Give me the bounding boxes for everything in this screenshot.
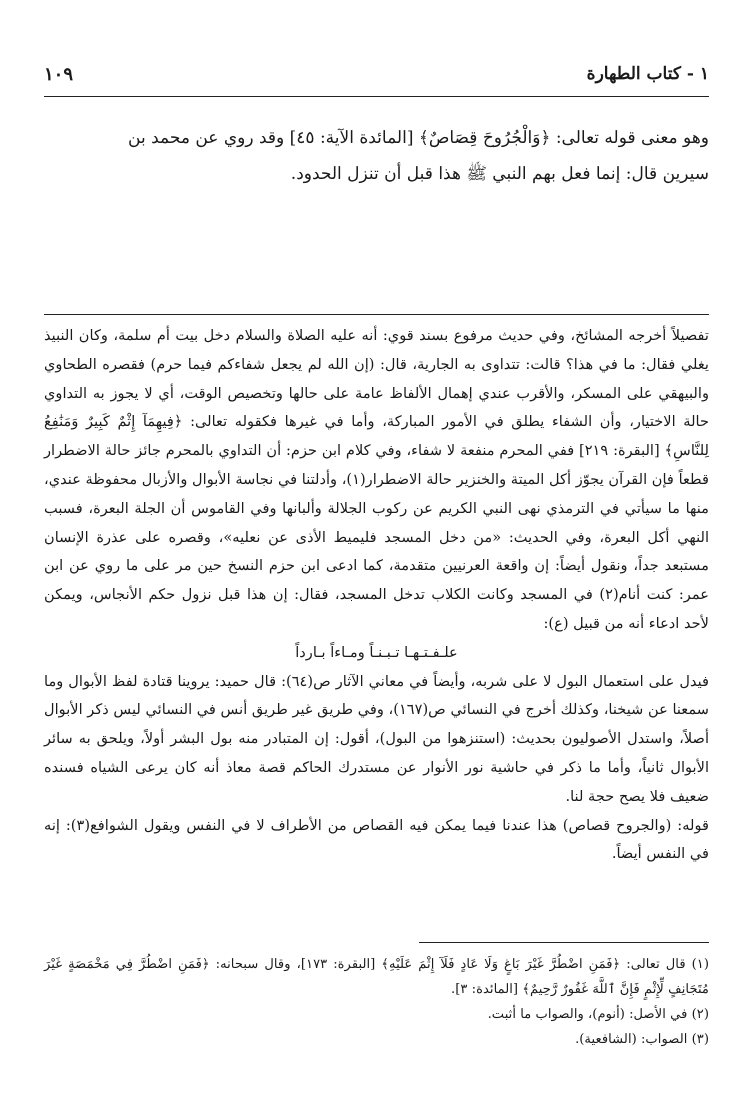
poem-verse: علـفـتـهـا تـبـنـاً ومـاءاً بـارداً [295,643,458,661]
footnote: (٢) في الأصل: (أنوم)، والصواب ما أثبت. [487,1007,709,1022]
footnote: (٣) الصواب: (الشافعية). [575,1032,709,1047]
commentary-paragraph: تفصيلاً أخرجه المشائخ، وفي حديث مرفوع بسند قوي: أنه عليه الصلاة والسلام دخل بيت أم سلمة، وكان النبيذ يغلي فقال: ما في هذا؟ قالت: تتداوى به الجارية، قال: (إن الله لم يجعل شفاءكم فيما حرم) فقصره الطحاوي والبيهقي على المسكر، والأقرب عندي إهمال الألفاظ عامة على حالها وتخصيص الوقت، أي لا يجوز به التداوي حالة الاختيار، وأن الشفاء يطلق في الأمور المباركة، وأما في غيرها فكقوله تعالى: ﴿فِيهِمَآ إِثْمٌ كَبِيرٌ وَمَنَٰفِعُ لِلنَّاسِ﴾ [البقرة: ٢١٩] ففي المحرم منفعة لا شفاء، وفي كلام ابن حزم: أن التداوي بالمحرم جائز حالة الاضطرار قطعاً فإن القرآن يجوّز أكل الميتة والخنزير حالة الاضطرار(١)، وأدلتنا في نجاسة الأبوال والأزبال محفوظة عندي، منها ما سيأتي في الترمذي نهى النبي الكريم عن ركوب الجلالة وألبانها وفي القاموس أن الجلة البعرة، فسبب النهي أكل البعرة، وفي الحديث: «من دخل المسجد فليميط الأذى عن نعليه»، وقصره على عذرة الإنسان مستبعد جداً، ونقول أيضاً: إن واقعة العرنيين متقدمة، كما ادعى ابن حزم النسخ حين مر على ما روي عن ابن عمر: كنت أنام(٢) في المسجد وكانت الكلاب تدخل المسجد، فقال: إن هذا قبل نزول حكم الأنجاس، ويمكن لأحد ادعاء أنه من قبيل (ع): [44,327,709,632]
footnote-separator [419,942,709,943]
page-number: ١٠٩ [44,64,74,85]
footnotes [44,952,709,1052]
header-rule [44,96,709,97]
commentary [44,322,709,869]
main-text [44,120,709,192]
commentary-paragraph: قوله: (والجروح قصاص) هذا عندنا فيما يمكن فيه القصاص من الأطراف لا في النفس ويقول الشوافع(٣): إنه في النفس أيضاً. [44,816,709,863]
main-text-line: سيرين قال: إنما فعل بهم النبي ﷺ هذا قبل أن تنزل الحدود. [290,164,709,184]
commentary-separator [44,314,709,315]
footnote: (١) قال تعالى: ﴿فَمَنِ اضْطُرَّ غَيْرَ بَاغٍ وَلَا عَادٍ فَلَآ إِثْمَ عَلَيْهِ﴾ [البقرة: ١٧٣]، وقال سبحانه: ﴿فَمَنِ اضْطُرَّ فِي مَخْمَصَةٍ غَيْرَ مُتَجَانِفٍ لِّإِثْمٍ فَإِنَّ ٱللَّهَ غَفُورٌ رَّحِيمٌ﴾ [المائدة: ٣]. [44,957,709,997]
chapter-title: ١ - كتاب الطهارة [586,64,709,84]
page-header [44,64,709,94]
main-text-line: وهو معنى قوله تعالى: ﴿وَالْجُرُوحَ قِصَاصٌ﴾ [المائدة الآية: ٤٥] وقد روي عن محمد بن [128,128,709,148]
commentary-paragraph: فيدل على استعمال البول لا على شربه، وأيضاً في معاني الآثار ص(٦٤): قال حميد: يروينا قتادة لفظ الأبوال وما سمعنا عن شيخنا، وكذلك أخرج في النسائي ص(١٦٧)، وفي طريق غير طريق أنس في النسائي ليس ذكر الأبوال أصلاً، واستدل الأصوليون بحديث: (استنزهوا من البول)، أقول: إن المتبادر منه بول البشر أولاً، ويلحق به سائر الأبوال ثانياً، وأما ما ذكر في حاشية نور الأنوار عن مستدرك الحاكم قصة معاذ أنه كان يرعى الشياه فسنده ضعيف فلا يصح حجة لنا. [44,672,709,805]
